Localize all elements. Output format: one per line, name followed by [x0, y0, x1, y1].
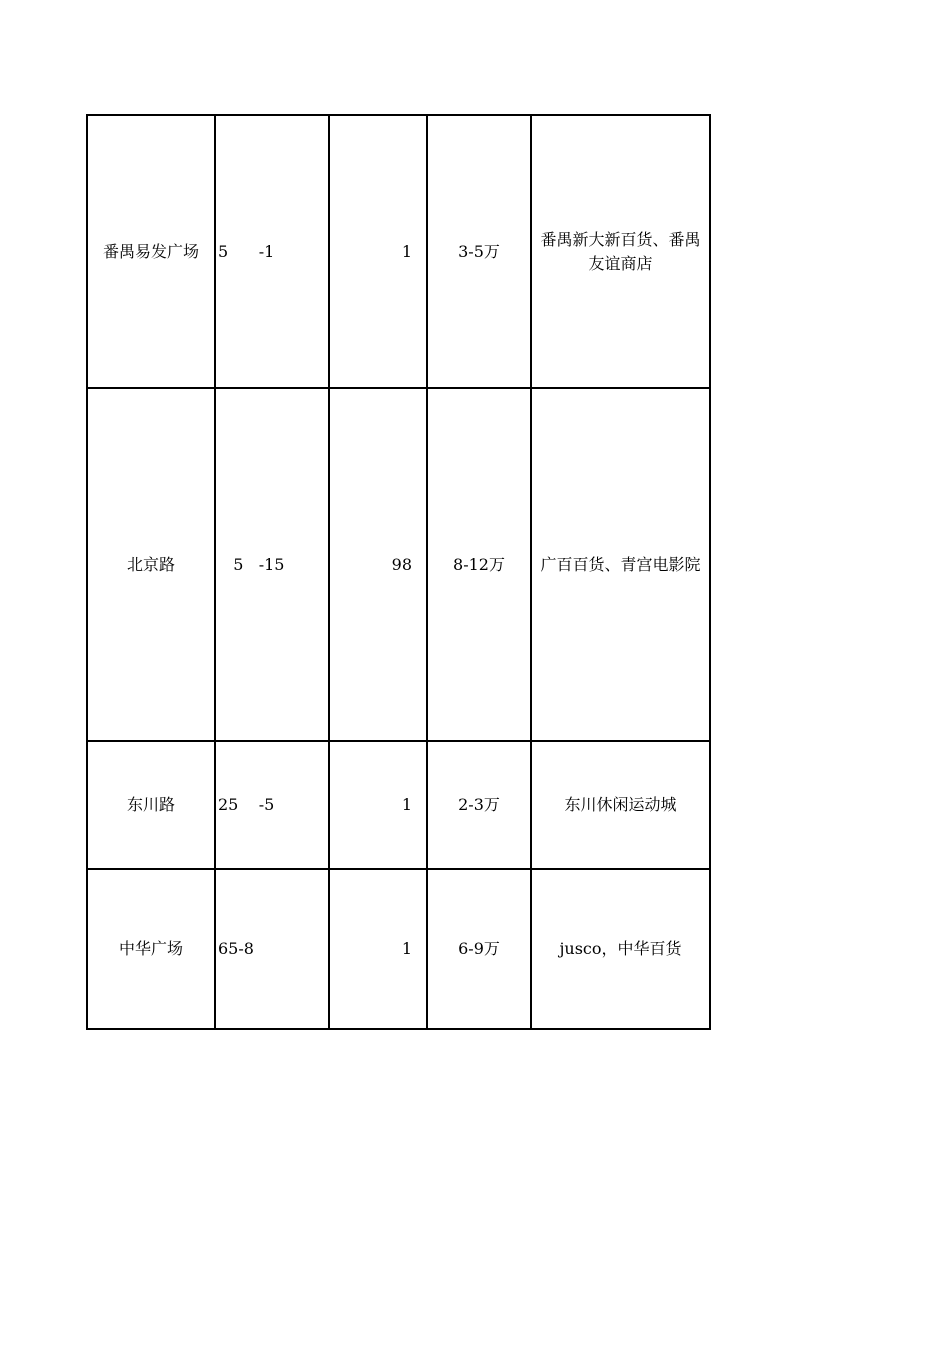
cell-anchor-stores[interactable]: 广百百货、青宫电影院 [531, 388, 710, 741]
cell-flow[interactable]: 8-12万 [427, 388, 531, 741]
table-row [87, 869, 710, 1029]
cell-range[interactable]: 5 -1 [215, 115, 329, 388]
cell-location-name[interactable]: 中华广场 [87, 869, 215, 1029]
cell-location-name[interactable]: 番禺易发广场 [87, 115, 215, 388]
cell-count[interactable]: 1 [329, 115, 427, 388]
cell-location-name[interactable]: 东川路 [87, 741, 215, 869]
cell-anchor-stores[interactable]: jusco，中华百货 [531, 869, 710, 1029]
cell-flow[interactable]: 3-5万 [427, 115, 531, 388]
table-row [87, 741, 710, 869]
cell-range[interactable]: 5 -15 [215, 388, 329, 741]
spreadsheet-table [86, 114, 711, 1030]
cell-count[interactable]: 1 [329, 741, 427, 869]
cell-count[interactable]: 98 [329, 388, 427, 741]
cell-anchor-stores[interactable]: 东川休闲运动城 [531, 741, 710, 869]
cell-flow[interactable]: 6-9万 [427, 869, 531, 1029]
cell-count[interactable]: 1 [329, 869, 427, 1029]
table-row [87, 115, 710, 388]
cell-range[interactable]: 25 -5 [215, 741, 329, 869]
cell-range[interactable]: 65-8 [215, 869, 329, 1029]
table-row [87, 388, 710, 741]
cell-location-name[interactable]: 北京路 [87, 388, 215, 741]
cell-flow[interactable]: 2-3万 [427, 741, 531, 869]
cell-anchor-stores[interactable]: 番禺新大新百货、番禺友谊商店 [531, 115, 710, 388]
